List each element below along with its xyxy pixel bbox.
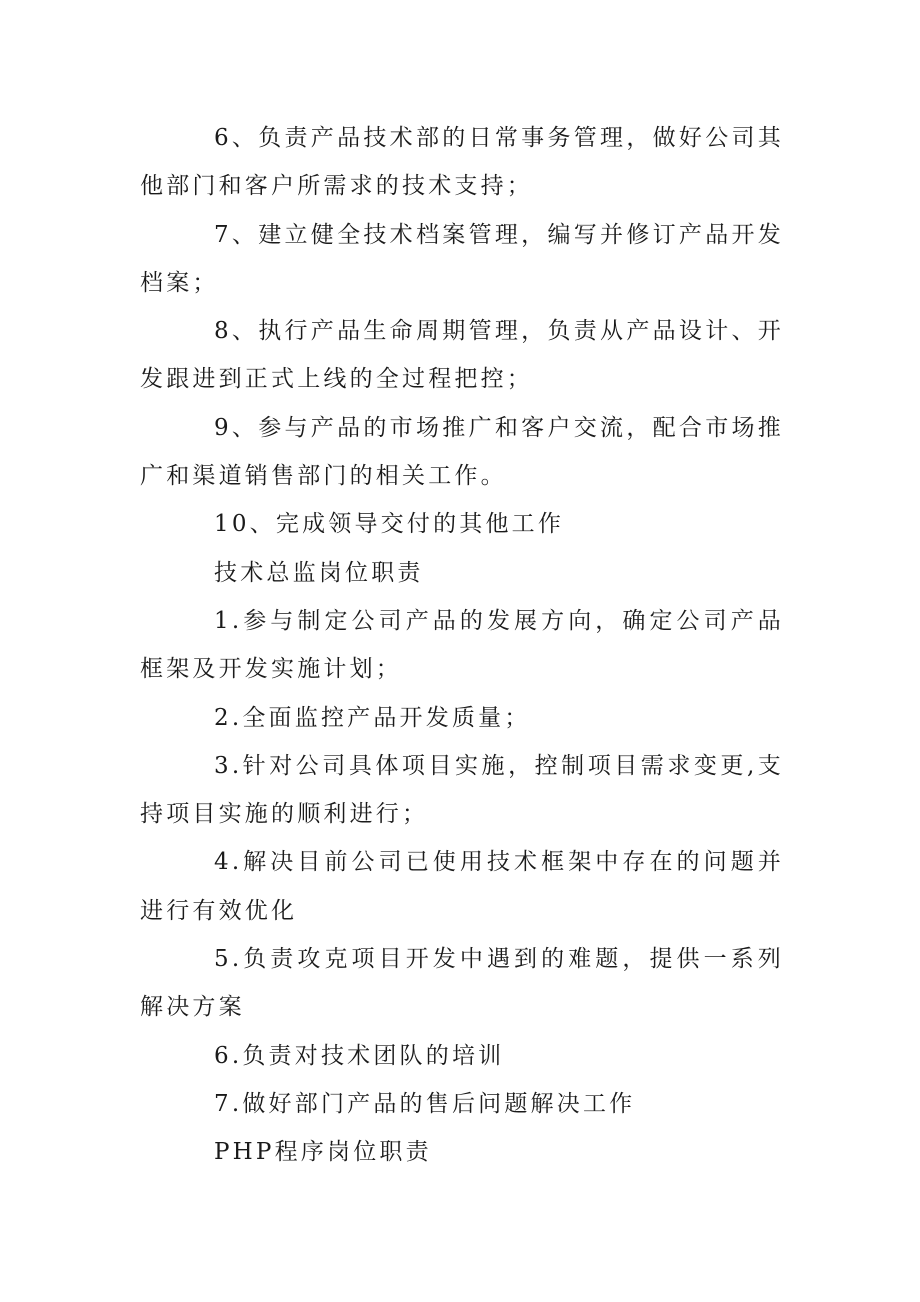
paragraph-duty-9-promotion: 9、参与产品的市场推广和客户交流，配合市场推广和渠道销售部门的相关工作。 — [140, 414, 784, 490]
paragraph-cto-duty-6: 6.负责对技术团队的培训 — [214, 1042, 505, 1069]
paragraph-duty-7-tech-archives: 7、建立健全技术档案管理，编写并修订产品开发档案； — [140, 221, 784, 296]
section-heading-cto-duties: 技术总监岗位职责 — [214, 559, 424, 586]
paragraph-cto-duty-1: 1.参与制定公司产品的发展方向，确定公司产品框架及开发实施计划； — [140, 607, 784, 683]
paragraph-cto-duty-3: 3.针对公司具体项目实施，控制项目需求变更,支持项目实施的顺利进行； — [140, 752, 784, 828]
document-body — [140, 114, 784, 1177]
paragraph-cto-duty-2: 2.全面监控产品开发质量； — [214, 704, 531, 731]
section-heading-php-duties: PHP程序岗位职责 — [214, 1139, 432, 1166]
paragraph-duty-10-other-work: 10、完成领导交付的其他工作 — [214, 511, 565, 538]
paragraph-cto-duty-5: 5.负责攻克项目开发中遇到的难题，提供一系列解决方案 — [140, 946, 784, 1021]
paragraph-duty-6-daily-affairs: 6、负责产品技术部的日常事务管理，做好公司其他部门和客户所需求的技术支持； — [140, 125, 784, 200]
paragraph-cto-duty-4: 4.解决目前公司已使用技术框架中存在的问题并进行有效优化 — [140, 849, 784, 924]
paragraph-cto-duty-7: 7.做好部门产品的售后问题解决工作 — [214, 1090, 636, 1117]
paragraph-duty-8-lifecycle: 8、执行产品生命周期管理，负责从产品设计、开发跟进到正式上线的全过程把控； — [140, 318, 784, 393]
